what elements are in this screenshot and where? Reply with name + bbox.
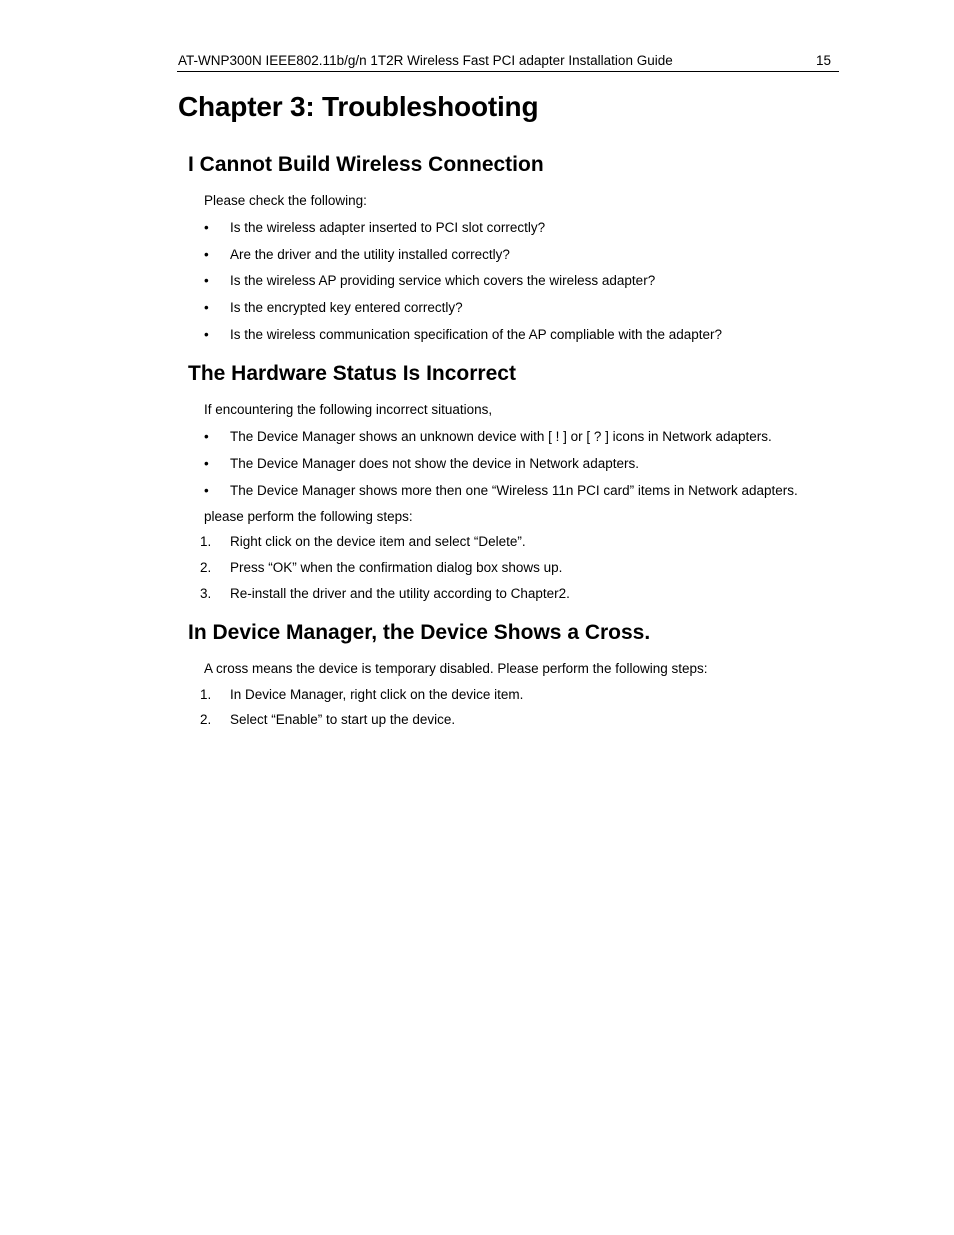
chapter-title: Chapter 3: Troubleshooting xyxy=(178,91,539,122)
list-item-text: The Device Manager does not show the device in Network adapters. xyxy=(230,456,639,471)
running-header xyxy=(177,51,839,72)
section-intro: If encountering the following incorrect situations, xyxy=(204,402,493,417)
section-heading-hardware-status: The Hardware Status Is Incorrect xyxy=(188,362,516,385)
bullet-marker: • xyxy=(204,273,209,288)
step-number: 2. xyxy=(200,560,212,575)
list-item-text: Is the wireless AP providing service which covers the wireless adapter? xyxy=(230,273,656,288)
bullet-marker: • xyxy=(204,220,209,235)
bullet-marker: • xyxy=(204,327,209,342)
step-number: 1. xyxy=(200,687,212,702)
section-intro: A cross means the device is temporary disabled. Please perform the following steps: xyxy=(204,661,708,676)
step-number: 2. xyxy=(200,712,212,727)
step-text: Re-install the driver and the utility according to Chapter2. xyxy=(230,586,570,601)
list-item-text: Are the driver and the utility installed correctly? xyxy=(230,247,510,262)
bullet-marker: • xyxy=(204,456,209,471)
list-item-text: Is the encrypted key entered correctly? xyxy=(230,300,463,315)
step-text: Right click on the device item and select “Delete”. xyxy=(230,534,526,549)
step-text: Press “OK” when the confirmation dialog box shows up. xyxy=(230,560,563,575)
step-text: Select “Enable” to start up the device. xyxy=(230,712,456,727)
page-number: 15 xyxy=(815,53,831,68)
step-number: 3. xyxy=(200,586,212,601)
list-item-text: The Device Manager shows an unknown device with [ ! ] or [ ? ] icons in Network adapters. xyxy=(230,429,772,444)
section-intro: Please check the following: xyxy=(204,193,367,208)
bullet-marker: • xyxy=(204,300,209,315)
bullet-marker: • xyxy=(204,247,209,262)
bullet-marker: • xyxy=(204,429,209,444)
list-item-text: Is the wireless adapter inserted to PCI slot correctly? xyxy=(230,220,546,235)
section-heading-device-shows-cross: In Device Manager, the Device Shows a Cross. xyxy=(188,621,651,644)
step-text: In Device Manager, right click on the device item. xyxy=(230,687,524,702)
steps-intro: please perform the following steps: xyxy=(204,509,413,524)
step-number: 1. xyxy=(200,534,212,549)
bullet-marker: • xyxy=(204,483,209,498)
list-item-text: The Device Manager shows more then one “Wireless 11n PCI card” items in Network adapters. xyxy=(230,483,798,498)
list-item-text: Is the wireless communication specification of the AP compliable with the adapter? xyxy=(230,327,723,342)
section-heading-cannot-build-connection: I Cannot Build Wireless Connection xyxy=(188,153,544,176)
header-title: AT-WNP300N IEEE802.11b/g/n 1T2R Wireless Fast PCI adapter Installation Guide xyxy=(178,53,673,68)
